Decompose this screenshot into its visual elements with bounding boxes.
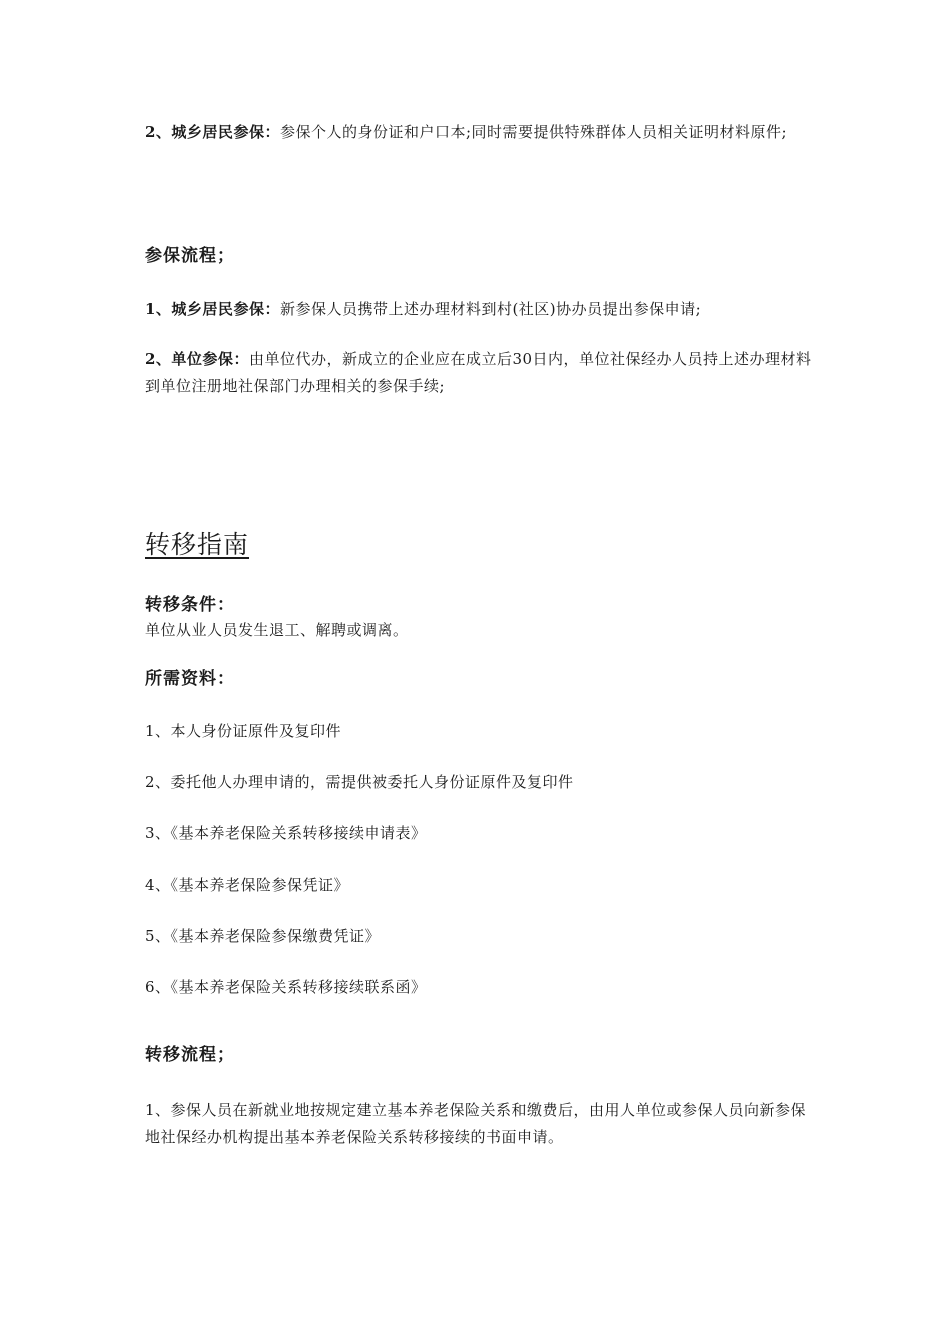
materials-item-4: 4、《基本养老保险参保凭证》 [145, 876, 350, 894]
enroll-process-item-1 [145, 296, 815, 323]
materials-heading: 所需资料： [145, 669, 235, 689]
enroll-process-heading: 参保流程； [145, 246, 235, 266]
enroll-process-item-1-text: 新参保人员携带上述办理材料到村(社区)协办员提出参保申请; [279, 300, 702, 318]
residents-materials-text: 参保个人的身份证和户口本;同时需要提供特殊群体人员相关证明材料原件; [279, 123, 788, 141]
residents-materials-lead: 2、城乡居民参保： [145, 123, 280, 141]
enroll-process-item-2 [145, 346, 815, 400]
transfer-process-item-1: 1、参保人员在新就业地按规定建立基本养老保险关系和缴费后，由用人单位或参保人员向新参保地社保经办机构提出基本养老保险关系转移接续的书面申请。 [145, 1101, 807, 1146]
enroll-process-item-1-lead: 1、城乡居民参保： [145, 300, 280, 318]
transfer-conditions-text: 单位从业人员发生退工、解聘或调离。 [145, 621, 409, 639]
materials-item-2: 2、委托他人办理申请的，需提供被委托人身份证原件及复印件 [145, 773, 574, 791]
residents-materials-paragraph [145, 119, 815, 146]
enroll-process-item-2-text: 由单位代办，新成立的企业应在成立后30日内，单位社保经办人员持上述办理材料到单位注册地社保部门办理相关的参保手续; [145, 350, 812, 395]
materials-item-1: 1、本人身份证原件及复印件 [145, 722, 342, 740]
transfer-process-heading: 转移流程； [145, 1045, 235, 1065]
transfer-guide-title: 转移指南 [145, 530, 250, 559]
transfer-conditions-heading: 转移条件： [145, 595, 235, 615]
materials-item-6: 6、《基本养老保险关系转移接续联系函》 [145, 978, 427, 996]
enroll-process-item-2-lead: 2、单位参保： [145, 350, 249, 368]
materials-item-3: 3、《基本养老保险关系转移接续申请表》 [145, 824, 427, 842]
materials-item-5: 5、《基本养老保险参保缴费凭证》 [145, 927, 381, 945]
